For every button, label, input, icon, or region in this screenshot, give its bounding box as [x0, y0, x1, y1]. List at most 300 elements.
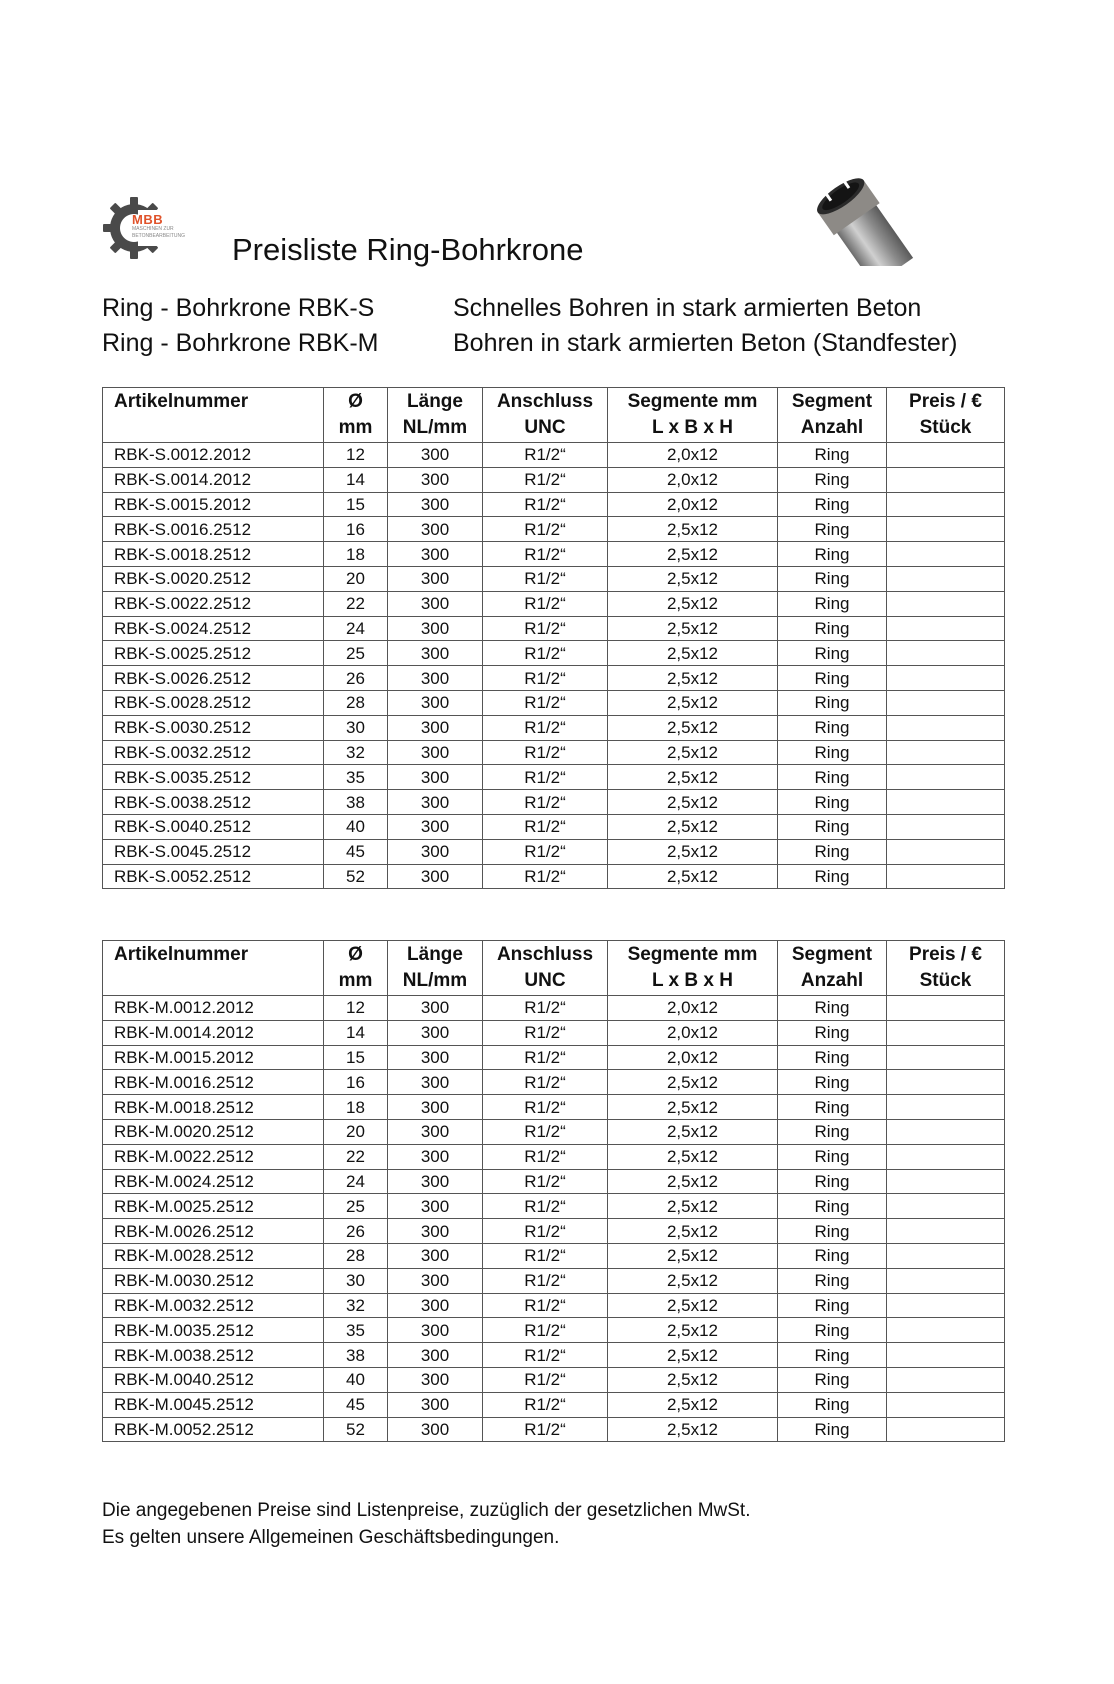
- cell-connection: R1/2“: [483, 740, 608, 765]
- cell-length: 300: [388, 1417, 483, 1442]
- cell-price: [887, 814, 1005, 839]
- cell-length: 300: [388, 1095, 483, 1120]
- cell-segment-count: Ring: [778, 1070, 887, 1095]
- column-header-segment-size: Segmente mm L x B x H: [608, 388, 778, 443]
- cell-diameter: 20: [324, 566, 388, 591]
- cell-length: 300: [388, 1293, 483, 1318]
- cell-length: 300: [388, 996, 483, 1021]
- cell-segment-count: Ring: [778, 1343, 887, 1368]
- cell-segment-count: Ring: [778, 715, 887, 740]
- cell-connection: R1/2“: [483, 666, 608, 691]
- cell-price: [887, 492, 1005, 517]
- cell-segment-count: Ring: [778, 690, 887, 715]
- cell-article-number: RBK-S.0038.2512: [103, 790, 324, 815]
- cell-segment-size: 2,5x12: [608, 1293, 778, 1318]
- cell-article-number: RBK-S.0020.2512: [103, 566, 324, 591]
- table-header-row: [103, 941, 1005, 996]
- cell-article-number: RBK-M.0028.2512: [103, 1243, 324, 1268]
- cell-length: 300: [388, 765, 483, 790]
- cell-connection: R1/2“: [483, 641, 608, 666]
- cell-segment-size: 2,5x12: [608, 1268, 778, 1293]
- cell-length: 300: [388, 542, 483, 567]
- table-row: [103, 1045, 1005, 1070]
- cell-segment-size: 2,5x12: [608, 1169, 778, 1194]
- cell-connection: R1/2“: [483, 566, 608, 591]
- cell-price: [887, 1194, 1005, 1219]
- cell-diameter: 16: [324, 1070, 388, 1095]
- cell-connection: R1/2“: [483, 765, 608, 790]
- description-row: [102, 291, 957, 326]
- description-row: [102, 326, 957, 361]
- cell-segment-count: Ring: [778, 1119, 887, 1144]
- cell-segment-count: Ring: [778, 1268, 887, 1293]
- cell-segment-size: 2,5x12: [608, 566, 778, 591]
- cell-price: [887, 765, 1005, 790]
- cell-diameter: 12: [324, 443, 388, 468]
- cell-segment-count: Ring: [778, 814, 887, 839]
- cell-article-number: RBK-M.0016.2512: [103, 1070, 324, 1095]
- cell-price: [887, 542, 1005, 567]
- cell-segment-size: 2,5x12: [608, 1095, 778, 1120]
- cell-article-number: RBK-S.0045.2512: [103, 839, 324, 864]
- cell-segment-size: 2,5x12: [608, 1343, 778, 1368]
- cell-segment-size: 2,0x12: [608, 492, 778, 517]
- cell-price: [887, 839, 1005, 864]
- cell-segment-count: Ring: [778, 740, 887, 765]
- table-row: [103, 591, 1005, 616]
- table-row: [103, 1119, 1005, 1144]
- cell-segment-size: 2,0x12: [608, 1020, 778, 1045]
- cell-article-number: RBK-S.0016.2512: [103, 517, 324, 542]
- cell-segment-size: 2,5x12: [608, 1194, 778, 1219]
- cell-length: 300: [388, 1392, 483, 1417]
- column-header-diameter: Ø mm: [324, 941, 388, 996]
- product-description: Bohren in stark armierten Beton (Standfester): [453, 329, 958, 357]
- cell-length: 300: [388, 1343, 483, 1368]
- column-header-price: Preis / € Stück: [887, 941, 1005, 996]
- cell-diameter: 35: [324, 1318, 388, 1343]
- cell-price: [887, 467, 1005, 492]
- cell-connection: R1/2“: [483, 790, 608, 815]
- cell-segment-count: Ring: [778, 839, 887, 864]
- cell-article-number: RBK-M.0045.2512: [103, 1392, 324, 1417]
- cell-article-number: RBK-S.0014.2012: [103, 467, 324, 492]
- cell-diameter: 45: [324, 1392, 388, 1417]
- cell-price: [887, 1318, 1005, 1343]
- cell-segment-count: Ring: [778, 864, 887, 889]
- cell-diameter: 22: [324, 591, 388, 616]
- cell-connection: R1/2“: [483, 616, 608, 641]
- cell-segment-count: Ring: [778, 1020, 887, 1045]
- cell-diameter: 38: [324, 790, 388, 815]
- table-row: [103, 1070, 1005, 1095]
- cell-length: 300: [388, 690, 483, 715]
- cell-price: [887, 690, 1005, 715]
- column-header-connection: Anschluss UNC: [483, 388, 608, 443]
- cell-price: [887, 1144, 1005, 1169]
- cell-price: [887, 566, 1005, 591]
- table-row: [103, 814, 1005, 839]
- cell-price: [887, 1243, 1005, 1268]
- cell-segment-size: 2,5x12: [608, 1392, 778, 1417]
- column-header-segment-count: Segment Anzahl: [778, 388, 887, 443]
- cell-diameter: 24: [324, 1169, 388, 1194]
- cell-length: 300: [388, 517, 483, 542]
- cell-length: 300: [388, 1045, 483, 1070]
- cell-segment-size: 2,5x12: [608, 616, 778, 641]
- cell-diameter: 30: [324, 1268, 388, 1293]
- cell-segment-count: Ring: [778, 1169, 887, 1194]
- cell-price: [887, 641, 1005, 666]
- table-row: [103, 641, 1005, 666]
- cell-article-number: RBK-M.0024.2512: [103, 1169, 324, 1194]
- cell-segment-count: Ring: [778, 1194, 887, 1219]
- cell-diameter: 20: [324, 1119, 388, 1144]
- table-row: [103, 1343, 1005, 1368]
- cell-length: 300: [388, 1367, 483, 1392]
- product-descriptions: [102, 291, 957, 361]
- cell-segment-size: 2,5x12: [608, 641, 778, 666]
- cell-article-number: RBK-M.0018.2512: [103, 1095, 324, 1120]
- logo-brand: MBB: [132, 212, 164, 227]
- cell-segment-size: 2,5x12: [608, 591, 778, 616]
- cell-segment-count: Ring: [778, 517, 887, 542]
- cell-connection: R1/2“: [483, 1417, 608, 1442]
- cell-connection: R1/2“: [483, 517, 608, 542]
- cell-segment-size: 2,5x12: [608, 715, 778, 740]
- table-row: [103, 1392, 1005, 1417]
- cell-length: 300: [388, 443, 483, 468]
- cell-diameter: 40: [324, 1367, 388, 1392]
- cell-connection: R1/2“: [483, 1095, 608, 1120]
- cell-price: [887, 1392, 1005, 1417]
- cell-length: 300: [388, 790, 483, 815]
- cell-price: [887, 1268, 1005, 1293]
- cell-connection: R1/2“: [483, 864, 608, 889]
- cell-length: 300: [388, 715, 483, 740]
- cell-diameter: 28: [324, 1243, 388, 1268]
- cell-segment-size: 2,5x12: [608, 1417, 778, 1442]
- cell-length: 300: [388, 814, 483, 839]
- cell-article-number: RBK-S.0035.2512: [103, 765, 324, 790]
- core-drill-bit-image: [803, 170, 921, 266]
- cell-article-number: RBK-M.0025.2512: [103, 1194, 324, 1219]
- cell-length: 300: [388, 467, 483, 492]
- cell-article-number: RBK-M.0015.2012: [103, 1045, 324, 1070]
- cell-diameter: 28: [324, 690, 388, 715]
- cell-diameter: 12: [324, 996, 388, 1021]
- cell-diameter: 15: [324, 492, 388, 517]
- column-header-price: Preis / € Stück: [887, 388, 1005, 443]
- cell-article-number: RBK-S.0030.2512: [103, 715, 324, 740]
- cell-article-number: RBK-M.0052.2512: [103, 1417, 324, 1442]
- cell-connection: R1/2“: [483, 542, 608, 567]
- cell-article-number: RBK-S.0024.2512: [103, 616, 324, 641]
- column-header-article-number: Artikelnummer: [103, 941, 324, 996]
- cell-length: 300: [388, 1243, 483, 1268]
- cell-connection: R1/2“: [483, 1293, 608, 1318]
- cell-segment-count: Ring: [778, 443, 887, 468]
- table-header-row: [103, 388, 1005, 443]
- cell-diameter: 25: [324, 641, 388, 666]
- cell-connection: R1/2“: [483, 467, 608, 492]
- cell-segment-count: Ring: [778, 765, 887, 790]
- cell-price: [887, 1020, 1005, 1045]
- cell-segment-count: Ring: [778, 591, 887, 616]
- cell-price: [887, 1219, 1005, 1244]
- cell-connection: R1/2“: [483, 1219, 608, 1244]
- cell-price: [887, 1367, 1005, 1392]
- cell-diameter: 32: [324, 740, 388, 765]
- cell-length: 300: [388, 1070, 483, 1095]
- table-row: [103, 1095, 1005, 1120]
- cell-price: [887, 790, 1005, 815]
- cell-segment-count: Ring: [778, 1243, 887, 1268]
- table-row: [103, 790, 1005, 815]
- column-header-segment-count: Segment Anzahl: [778, 941, 887, 996]
- cell-segment-count: Ring: [778, 1095, 887, 1120]
- cell-diameter: 40: [324, 814, 388, 839]
- cell-connection: R1/2“: [483, 996, 608, 1021]
- cell-diameter: 26: [324, 1219, 388, 1244]
- cell-diameter: 38: [324, 1343, 388, 1368]
- table-row: [103, 765, 1005, 790]
- cell-segment-count: Ring: [778, 1392, 887, 1417]
- cell-segment-count: Ring: [778, 492, 887, 517]
- cell-article-number: RBK-M.0035.2512: [103, 1318, 324, 1343]
- cell-diameter: 30: [324, 715, 388, 740]
- cell-price: [887, 1343, 1005, 1368]
- table-row: [103, 1417, 1005, 1442]
- cell-connection: R1/2“: [483, 1392, 608, 1417]
- table-row: [103, 690, 1005, 715]
- cell-article-number: RBK-M.0020.2512: [103, 1119, 324, 1144]
- footer-terms-note: Es gelten unsere Allgemeinen Geschäftsbedingungen.: [102, 1527, 560, 1548]
- cell-connection: R1/2“: [483, 1119, 608, 1144]
- cell-diameter: 18: [324, 542, 388, 567]
- cell-price: [887, 616, 1005, 641]
- column-header-length: Länge NL/mm: [388, 941, 483, 996]
- cell-length: 300: [388, 1268, 483, 1293]
- cell-length: 300: [388, 492, 483, 517]
- column-header-article-number: Artikelnummer: [103, 388, 324, 443]
- cell-segment-count: Ring: [778, 1367, 887, 1392]
- cell-segment-size: 2,5x12: [608, 517, 778, 542]
- page-title: Preisliste Ring-Bohrkrone: [232, 232, 584, 267]
- cell-length: 300: [388, 641, 483, 666]
- cell-article-number: RBK-M.0014.2012: [103, 1020, 324, 1045]
- footer-vat-note: Die angegebenen Preise sind Listenpreise, zuzüglich der gesetzlichen MwSt.: [102, 1500, 751, 1521]
- cell-price: [887, 517, 1005, 542]
- cell-connection: R1/2“: [483, 1243, 608, 1268]
- table-row: [103, 740, 1005, 765]
- cell-segment-size: 2,5x12: [608, 1243, 778, 1268]
- cell-price: [887, 1045, 1005, 1070]
- cell-diameter: 26: [324, 666, 388, 691]
- column-header-connection: Anschluss UNC: [483, 941, 608, 996]
- cell-segment-size: 2,5x12: [608, 1070, 778, 1095]
- cell-price: [887, 740, 1005, 765]
- cell-price: [887, 996, 1005, 1021]
- footer-notes: [102, 1497, 751, 1551]
- table-row: [103, 1268, 1005, 1293]
- cell-segment-size: 2,5x12: [608, 1367, 778, 1392]
- cell-article-number: RBK-S.0015.2012: [103, 492, 324, 517]
- cell-article-number: RBK-S.0052.2512: [103, 864, 324, 889]
- cell-article-number: RBK-M.0012.2012: [103, 996, 324, 1021]
- cell-length: 300: [388, 1020, 483, 1045]
- cell-connection: R1/2“: [483, 1070, 608, 1095]
- cell-price: [887, 1070, 1005, 1095]
- cell-price: [887, 1119, 1005, 1144]
- logo-tagline: MASCHINEN ZUR BETONBEARBEITUNG: [132, 226, 185, 239]
- cell-connection: R1/2“: [483, 1194, 608, 1219]
- cell-segment-size: 2,5x12: [608, 814, 778, 839]
- cell-diameter: 32: [324, 1293, 388, 1318]
- cell-segment-size: 2,5x12: [608, 740, 778, 765]
- cell-diameter: 35: [324, 765, 388, 790]
- table-row: [103, 839, 1005, 864]
- cell-length: 300: [388, 740, 483, 765]
- cell-segment-size: 2,5x12: [608, 864, 778, 889]
- table-row: [103, 616, 1005, 641]
- cell-segment-count: Ring: [778, 666, 887, 691]
- cell-connection: R1/2“: [483, 1020, 608, 1045]
- cell-article-number: RBK-S.0012.2012: [103, 443, 324, 468]
- cell-article-number: RBK-S.0018.2512: [103, 542, 324, 567]
- cell-segment-size: 2,5x12: [608, 690, 778, 715]
- table-row: [103, 666, 1005, 691]
- cell-segment-count: Ring: [778, 1219, 887, 1244]
- cell-segment-count: Ring: [778, 790, 887, 815]
- cell-length: 300: [388, 1169, 483, 1194]
- table-row: [103, 1194, 1005, 1219]
- cell-article-number: RBK-S.0025.2512: [103, 641, 324, 666]
- cell-diameter: 15: [324, 1045, 388, 1070]
- column-header-diameter: Ø mm: [324, 388, 388, 443]
- cell-connection: R1/2“: [483, 1045, 608, 1070]
- cell-article-number: RBK-M.0026.2512: [103, 1219, 324, 1244]
- cell-segment-size: 2,0x12: [608, 467, 778, 492]
- cell-diameter: 14: [324, 467, 388, 492]
- cell-segment-size: 2,0x12: [608, 996, 778, 1021]
- column-header-segment-size: Segmente mm L x B x H: [608, 941, 778, 996]
- cell-article-number: RBK-M.0038.2512: [103, 1343, 324, 1368]
- cell-price: [887, 1293, 1005, 1318]
- table-row: [103, 566, 1005, 591]
- cell-diameter: 16: [324, 517, 388, 542]
- table-row: [103, 1293, 1005, 1318]
- cell-segment-count: Ring: [778, 566, 887, 591]
- cell-connection: R1/2“: [483, 1169, 608, 1194]
- cell-connection: R1/2“: [483, 1343, 608, 1368]
- cell-length: 300: [388, 591, 483, 616]
- cell-diameter: 18: [324, 1095, 388, 1120]
- cell-segment-size: 2,5x12: [608, 765, 778, 790]
- product-name: Ring - Bohrkrone RBK-M: [102, 329, 379, 357]
- cell-connection: R1/2“: [483, 1367, 608, 1392]
- company-logo: [102, 196, 202, 260]
- cell-segment-size: 2,5x12: [608, 790, 778, 815]
- table-row: [103, 1020, 1005, 1045]
- cell-length: 300: [388, 666, 483, 691]
- cell-connection: R1/2“: [483, 1268, 608, 1293]
- cell-article-number: RBK-M.0030.2512: [103, 1268, 324, 1293]
- cell-segment-size: 2,0x12: [608, 1045, 778, 1070]
- cell-segment-count: Ring: [778, 616, 887, 641]
- cell-length: 300: [388, 1119, 483, 1144]
- table-row: [103, 1144, 1005, 1169]
- cell-segment-size: 2,5x12: [608, 1119, 778, 1144]
- table-row: [103, 1367, 1005, 1392]
- cell-connection: R1/2“: [483, 591, 608, 616]
- cell-segment-size: 2,0x12: [608, 443, 778, 468]
- table-row: [103, 1243, 1005, 1268]
- cell-segment-count: Ring: [778, 1293, 887, 1318]
- cell-connection: R1/2“: [483, 1144, 608, 1169]
- cell-diameter: 25: [324, 1194, 388, 1219]
- table-row: [103, 492, 1005, 517]
- cell-connection: R1/2“: [483, 443, 608, 468]
- cell-segment-size: 2,5x12: [608, 1219, 778, 1244]
- cell-length: 300: [388, 864, 483, 889]
- cell-article-number: RBK-M.0040.2512: [103, 1367, 324, 1392]
- cell-diameter: 22: [324, 1144, 388, 1169]
- table-row: [103, 1169, 1005, 1194]
- cell-length: 300: [388, 839, 483, 864]
- cell-segment-count: Ring: [778, 1417, 887, 1442]
- table-row: [103, 996, 1005, 1021]
- cell-segment-count: Ring: [778, 1045, 887, 1070]
- cell-segment-count: Ring: [778, 1318, 887, 1343]
- cell-connection: R1/2“: [483, 715, 608, 740]
- cell-length: 300: [388, 1219, 483, 1244]
- cell-segment-count: Ring: [778, 641, 887, 666]
- cell-diameter: 52: [324, 864, 388, 889]
- cell-segment-count: Ring: [778, 1144, 887, 1169]
- cell-price: [887, 443, 1005, 468]
- price-table-rbk-s: [102, 387, 1005, 889]
- cell-segment-count: Ring: [778, 996, 887, 1021]
- cell-length: 300: [388, 1318, 483, 1343]
- table-row: [103, 467, 1005, 492]
- product-name: Ring - Bohrkrone RBK-S: [102, 294, 375, 322]
- cell-segment-count: Ring: [778, 542, 887, 567]
- cell-length: 300: [388, 616, 483, 641]
- cell-price: [887, 666, 1005, 691]
- cell-article-number: RBK-S.0028.2512: [103, 690, 324, 715]
- cell-connection: R1/2“: [483, 814, 608, 839]
- cell-article-number: RBK-S.0032.2512: [103, 740, 324, 765]
- cell-segment-size: 2,5x12: [608, 839, 778, 864]
- cell-segment-size: 2,5x12: [608, 542, 778, 567]
- cell-price: [887, 864, 1005, 889]
- cell-article-number: RBK-M.0022.2512: [103, 1144, 324, 1169]
- column-header-length: Länge NL/mm: [388, 388, 483, 443]
- table-row: [103, 517, 1005, 542]
- cell-price: [887, 715, 1005, 740]
- cell-length: 300: [388, 566, 483, 591]
- table-row: [103, 1318, 1005, 1343]
- table-row: [103, 542, 1005, 567]
- cell-article-number: RBK-S.0026.2512: [103, 666, 324, 691]
- cell-connection: R1/2“: [483, 690, 608, 715]
- cell-connection: R1/2“: [483, 492, 608, 517]
- cell-connection: R1/2“: [483, 1318, 608, 1343]
- cell-diameter: 24: [324, 616, 388, 641]
- cell-article-number: RBK-S.0022.2512: [103, 591, 324, 616]
- cell-segment-count: Ring: [778, 467, 887, 492]
